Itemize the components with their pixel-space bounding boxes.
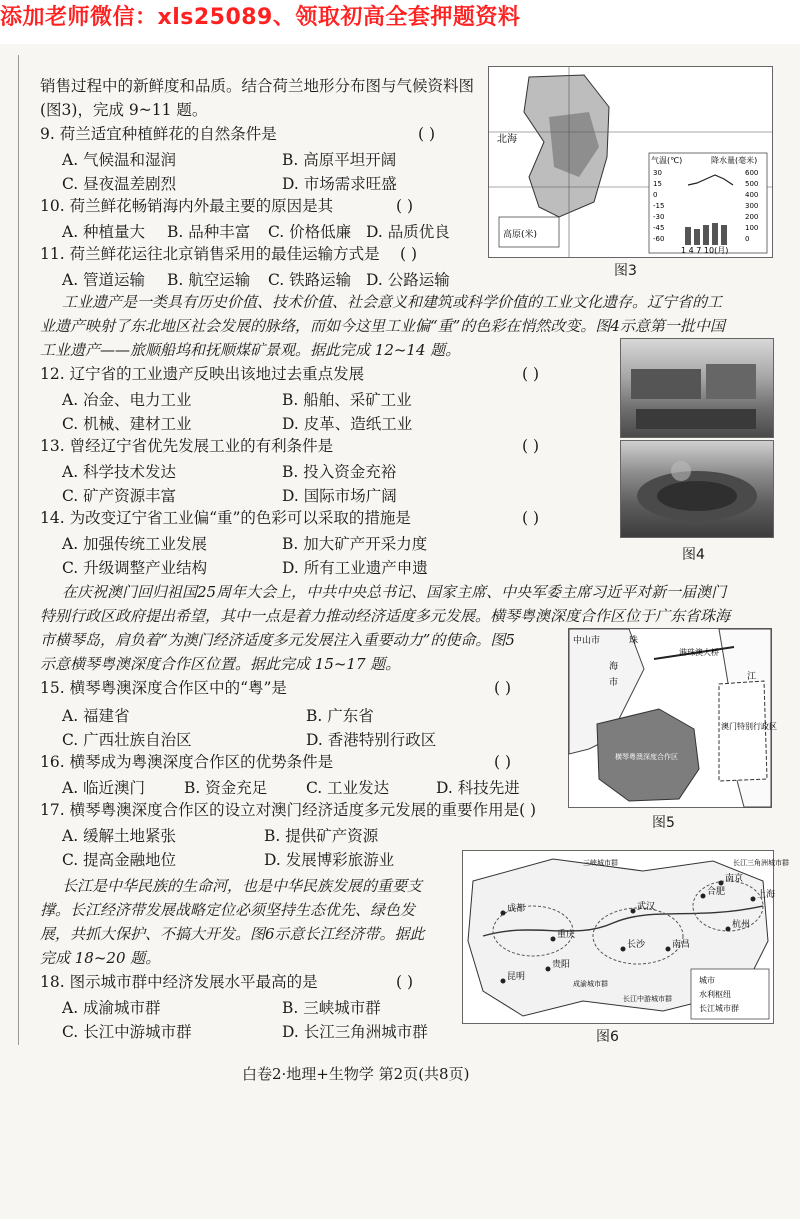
q13-option-d[interactable]: D. 国际市场广阔 xyxy=(282,487,397,505)
page-left-border xyxy=(18,55,19,1045)
city-dot xyxy=(719,881,724,886)
intro-line-1: 销售过程中的新鲜度和品质。结合荷兰地形分布图与气候资料图 xyxy=(40,77,475,95)
q10-option-c[interactable]: C. 价格低廉 xyxy=(268,223,352,241)
q12-option-b[interactable]: B. 船舶、采矿工业 xyxy=(282,391,412,409)
city-label: 杭州 xyxy=(732,920,751,930)
q16-option-b[interactable]: B. 资金充足 xyxy=(184,779,268,797)
city-label: 成都 xyxy=(507,904,526,914)
city-label: 南京 xyxy=(725,874,744,884)
q13-answer-paren[interactable]: ( ) xyxy=(522,437,540,455)
q11-option-b[interactable]: B. 航空运输 xyxy=(167,271,251,289)
temp-tick: -30 xyxy=(653,213,665,221)
q15-option-c[interactable]: C. 广西壮族自治区 xyxy=(62,731,192,749)
precip-axis-label: 降水量(毫米) xyxy=(711,156,758,165)
city-label: 重庆 xyxy=(557,930,576,940)
q18-option-d[interactable]: D. 长江三角洲城市群 xyxy=(282,1023,428,1041)
passage-3-line-3: 市横琴岛，肩负着“为澳门经济适度多元发展注入重要动力”的使命。图5 xyxy=(40,631,515,649)
precip-tick: 400 xyxy=(745,191,759,199)
passage-2-line-2: 业遗产映射了东北地区社会发展的脉络，而如今这里工业偏“重”的色彩在悄然改变。图4示意第一批中国 xyxy=(40,317,725,335)
q14-answer-paren[interactable]: ( ) xyxy=(522,509,540,527)
month-axis: 1 4 7 10(月) xyxy=(681,246,729,255)
macau-area xyxy=(719,681,767,781)
temp-tick: 15 xyxy=(653,180,662,188)
temp-tick: 0 xyxy=(653,191,658,199)
q9-option-a[interactable]: A. 气候温和湿润 xyxy=(62,151,177,169)
figure-4-fushun-mine-photo xyxy=(620,440,774,538)
figure-4-caption: 图4 xyxy=(682,547,705,563)
legend-city: 城市 xyxy=(699,976,715,985)
passage-3-line-1: 在庆祝澳门回归祖国25周年大会上，中共中央总书记、国家主席、中央军委主席习近平对新一届澳门 xyxy=(62,583,727,601)
q13-option-c[interactable]: C. 矿产资源丰富 xyxy=(62,487,177,505)
q11-option-a[interactable]: A. 管道运输 xyxy=(62,271,146,289)
q14-option-d[interactable]: D. 所有工业遗产申遗 xyxy=(282,559,428,577)
middle-label: 长江中游城市群 xyxy=(623,995,672,1003)
city-dot xyxy=(666,947,671,952)
city-dot xyxy=(621,947,626,952)
city-dot xyxy=(751,897,756,902)
q9-option-c[interactable]: C. 昼夜温差剧烈 xyxy=(62,175,177,193)
macau-label: 澳门特别行政区 xyxy=(721,722,777,731)
city-label: 武汉 xyxy=(637,902,656,912)
precip-ticks xyxy=(745,169,758,243)
passage-3-line-2: 特别行政区政府提出希望，其中一点是着力推动经济适度多元发展。横琴粤澳深度合作区位于广东省珠海 xyxy=(40,607,731,625)
q11-answer-paren[interactable]: ( ) xyxy=(400,245,418,263)
city-label: 合肥 xyxy=(707,887,726,897)
q15-answer-paren[interactable]: ( ) xyxy=(494,679,512,697)
precip-tick: 0 xyxy=(745,235,750,243)
q16-stem: 16. 横琴成为粤澳深度合作区的优势条件是 xyxy=(40,753,334,771)
q15-option-a[interactable]: A. 福建省 xyxy=(62,707,130,725)
q15-stem: 15. 横琴粤澳深度合作区中的“粤”是 xyxy=(40,679,287,697)
precip-tick: 600 xyxy=(745,169,759,177)
q18-option-c[interactable]: C. 长江中游城市群 xyxy=(62,1023,192,1041)
sanxia-label: 三峡城市群 xyxy=(583,859,618,867)
q12-option-a[interactable]: A. 冶金、电力工业 xyxy=(62,391,192,409)
q17-stem: 17. 横琴粤澳深度合作区的设立对澳门经济适度多元发展的重要作用是( ) xyxy=(40,801,537,819)
elevation-legend-label: 高原(米) xyxy=(503,230,538,240)
q16-option-d[interactable]: D. 科技先进 xyxy=(436,779,520,797)
q11-option-d[interactable]: D. 公路运输 xyxy=(366,271,450,289)
figure-5-caption: 图5 xyxy=(652,815,675,831)
q18-option-b[interactable]: B. 三峡城市群 xyxy=(282,999,381,1017)
q10-answer-paren[interactable]: ( ) xyxy=(396,197,414,215)
figure-3-svg xyxy=(489,67,772,257)
passage-4-line-4: 完成 18~20 题。 xyxy=(40,949,161,967)
north-sea-label: 北海 xyxy=(497,134,517,145)
q10-stem: 10. 荷兰鲜花畅销海内外最主要的原因是其 xyxy=(40,197,334,215)
q18-answer-paren[interactable]: ( ) xyxy=(396,973,414,991)
q13-stem: 13. 曾经辽宁省优先发展工业的有利条件是 xyxy=(40,437,334,455)
q14-stem: 14. 为改变辽宁省工业偏“重”的色彩可以采取的措施是 xyxy=(40,509,411,527)
q11-option-c[interactable]: C. 铁路运输 xyxy=(268,271,352,289)
city-label: 贵阳 xyxy=(552,960,571,970)
q12-option-d[interactable]: D. 皮革、造纸工业 xyxy=(282,415,413,433)
temp-tick: 30 xyxy=(653,169,662,177)
legend-cluster: 长江城市群 xyxy=(699,1004,739,1013)
city-label: 昆明 xyxy=(507,972,526,982)
promo-banner: 添加老师微信：xls25089、领取初高全套押题资料 xyxy=(0,5,521,30)
city-dot xyxy=(501,979,506,984)
figure-6-caption: 图6 xyxy=(596,1029,619,1045)
figure-5-hengqin-map xyxy=(568,628,777,808)
city-dot xyxy=(501,911,506,916)
temp-tick: -15 xyxy=(653,202,665,210)
q10-option-b[interactable]: B. 品种丰富 xyxy=(167,223,251,241)
q17-option-b[interactable]: B. 提供矿产资源 xyxy=(264,827,379,845)
bridge-label: 港珠澳大桥 xyxy=(679,648,719,657)
q9-stem: 9. 荷兰适宜种植鲜花的自然条件是 xyxy=(40,125,277,143)
city-dot xyxy=(701,894,706,899)
jiang-label: 江 xyxy=(747,672,757,682)
q12-answer-paren[interactable]: ( ) xyxy=(522,365,540,383)
passage-4-line-3: 展，共抓大保护、不搞大开发。图6示意长江经济带。据此 xyxy=(40,925,425,943)
precip-tick: 500 xyxy=(745,180,759,188)
q13-option-b[interactable]: B. 投入资金充裕 xyxy=(282,463,397,481)
passage-2-line-3: 工业遗产——旅顺船坞和抚顺煤矿景观。据此完成 12~14 题。 xyxy=(40,341,461,359)
city-label: 长沙 xyxy=(627,940,646,950)
dock-basin xyxy=(636,409,756,429)
hai-label: 海 xyxy=(609,662,619,672)
q10-option-d[interactable]: D. 品质优良 xyxy=(366,223,450,241)
q9-option-b[interactable]: B. 高原平坦开阔 xyxy=(282,151,397,169)
zone-label: 横琴粤澳深度合作区 xyxy=(615,753,678,761)
figure-3-caption: 图3 xyxy=(614,263,637,279)
dock-building xyxy=(631,369,701,399)
q14-option-b[interactable]: B. 加大矿产开采力度 xyxy=(282,535,428,553)
q17-option-d[interactable]: D. 发展博彩旅游业 xyxy=(264,851,395,869)
q16-option-c[interactable]: C. 工业发达 xyxy=(306,779,390,797)
q17-option-c[interactable]: C. 提高金融地位 xyxy=(62,851,177,869)
q16-answer-paren[interactable]: ( ) xyxy=(494,753,512,771)
shi-label: 市 xyxy=(609,678,619,688)
temp-tick: -60 xyxy=(653,235,665,243)
q12-option-c[interactable]: C. 机械、建材工业 xyxy=(62,415,192,433)
q14-option-c[interactable]: C. 升级调整产业结构 xyxy=(62,559,208,577)
precip-bar xyxy=(685,227,691,245)
q15-option-d[interactable]: D. 香港特别行政区 xyxy=(306,731,437,749)
figure-3-netherlands-map xyxy=(488,66,773,258)
zhongshan-label: 中山市 xyxy=(573,636,601,646)
precip-bar xyxy=(694,229,700,245)
precip-bar xyxy=(721,225,727,245)
temp-tick: -45 xyxy=(653,224,665,232)
q16-option-a[interactable]: A. 临近澳门 xyxy=(62,779,146,797)
precip-tick: 200 xyxy=(745,213,759,221)
figure-4-lushun-dock-photo xyxy=(620,338,774,438)
city-dot xyxy=(726,927,731,932)
zhu-label: 珠 xyxy=(629,636,639,646)
q12-stem: 12. 辽宁省的工业遗产反映出该地过去重点发展 xyxy=(40,365,365,383)
dust-cloud xyxy=(671,461,691,481)
city-dot xyxy=(631,909,636,914)
city-label: 南昌 xyxy=(672,940,691,950)
precip-bar xyxy=(703,225,709,245)
q18-option-a[interactable]: A. 成渝城市群 xyxy=(62,999,161,1017)
passage-2-line-1: 工业遗产是一类具有历史价值、技术价值、社会意义和建筑或科学价值的工业文化遗存。辽宁省的工 xyxy=(62,293,723,311)
q9-answer-paren[interactable]: ( ) xyxy=(418,125,436,143)
pit-floor xyxy=(657,481,737,511)
passage-3-line-4: 示意横琴粤澳深度合作区位置。据此完成 15~17 题。 xyxy=(40,655,401,673)
precip-bar xyxy=(712,223,718,245)
dock-building xyxy=(706,364,756,399)
delta-label: 长江三角洲城市群 xyxy=(733,859,789,867)
precip-tick: 300 xyxy=(745,202,759,210)
q15-option-b[interactable]: B. 广东省 xyxy=(306,707,374,725)
passage-4-line-1: 长江是中华民族的生命河，也是中华民族发展的重要支 xyxy=(62,877,423,895)
q13-option-a[interactable]: A. 科学技术发达 xyxy=(62,463,177,481)
chengyu-label: 成渝城市群 xyxy=(573,980,608,988)
figure-6-yangtze-map xyxy=(462,850,789,1024)
page-footer: 白卷2·地理+生物学 第2页(共8页) xyxy=(242,1065,470,1083)
q17-option-a[interactable]: A. 缓解土地紧张 xyxy=(62,827,177,845)
city-dot xyxy=(551,937,556,942)
q9-option-d[interactable]: D. 市场需求旺盛 xyxy=(282,175,397,193)
intro-line-2: (图3)，完成 9~11 题。 xyxy=(40,101,208,119)
q18-stem: 18. 图示城市群中经济发展水平最高的是 xyxy=(40,973,318,991)
q11-stem: 11. 荷兰鲜花运往北京销售采用的最佳运输方式是 xyxy=(40,245,380,263)
q14-option-a[interactable]: A. 加强传统工业发展 xyxy=(62,535,208,553)
passage-4-line-2: 撑。长江经济带发展战略定位必须坚持生态优先、绿色发 xyxy=(40,901,416,919)
city-label: 上海 xyxy=(757,890,776,900)
legend-dam: 水利枢纽 xyxy=(699,990,731,999)
temp-axis-label: 气温(℃) xyxy=(651,156,683,165)
q10-option-a[interactable]: A. 种植量大 xyxy=(62,223,146,241)
precip-tick: 100 xyxy=(745,224,759,232)
city-dot xyxy=(546,967,551,972)
